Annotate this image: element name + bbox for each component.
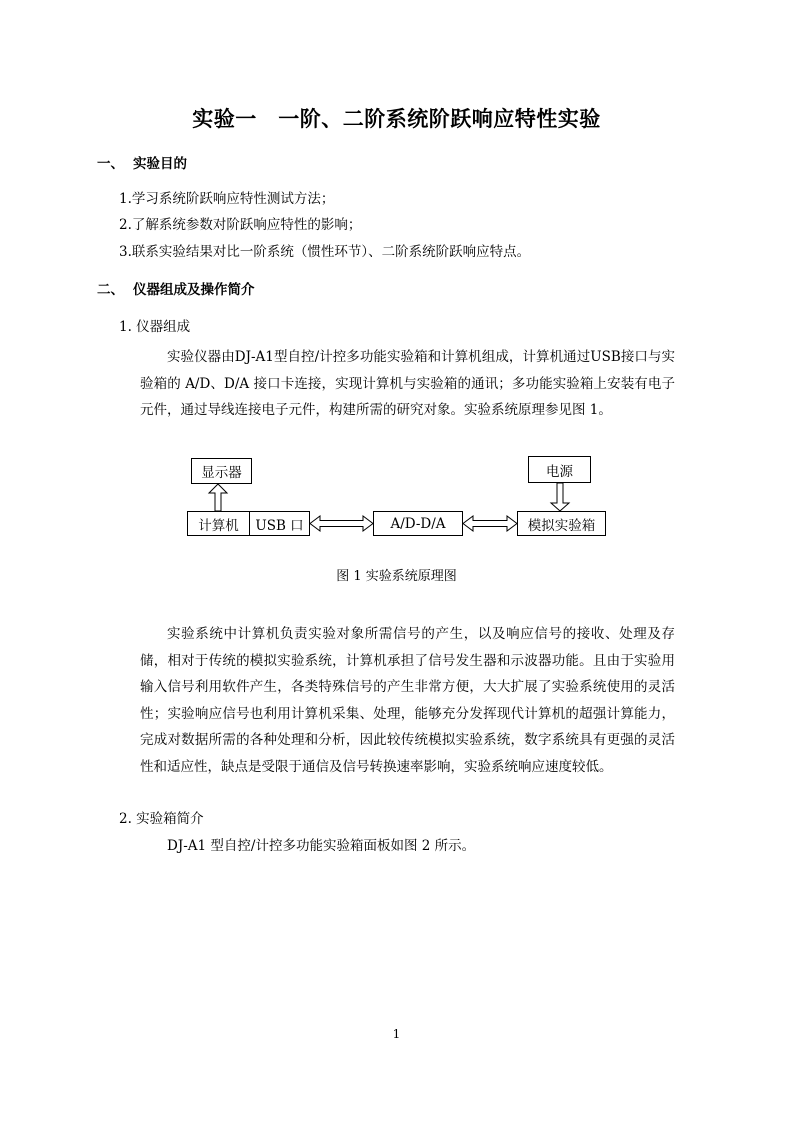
objective-item-1: 1.学习系统阶跃响应特性测试方法；: [119, 191, 335, 207]
arrow-computer-to-display: [209, 484, 227, 511]
subsection-1-heading: 1. 仪器组成: [119, 319, 191, 335]
usb-port-box: USB 口: [249, 511, 310, 536]
section-1-title: 实验目的: [133, 156, 187, 172]
arrow-power-to-box: [551, 483, 569, 511]
objective-item-3: 3.联系实验结果对比一阶系统（惯性环节）、二阶系统阶跃响应特点。: [119, 244, 531, 260]
ad-da-box: A/D-D/A: [373, 511, 463, 536]
paragraph-instrument: 实验仪器由DJ-A1型自控/计控多功能实验箱和计算机组成，计算机通过USB接口与实验箱的 A/D、D/A 接口卡连接，实现计算机与实验箱的通讯；多功能实验箱上安装有电子元件，通过导线连接电子元件，构建所需的研究对象。实验系统原理参见图 1。: [140, 349, 675, 419]
section-1-number: 一、: [97, 156, 124, 172]
subsection-2-heading: 2. 实验箱简介: [119, 811, 204, 827]
computer-box: 计算机: [187, 511, 250, 536]
section-2-number: 二、: [97, 282, 124, 298]
page-title: 实验一 一阶、二阶系统阶跃响应特性实验: [192, 107, 601, 131]
arrow-usb-adda: [310, 516, 373, 531]
page-number: 1: [392, 1027, 401, 1041]
paragraph-panel: DJ-A1 型自控/计控多功能实验箱面板如图 2 所示。: [167, 838, 476, 854]
display-box: 显示器: [191, 458, 252, 484]
figure-1-caption: 图 1 实验系统原理图: [336, 569, 457, 584]
objective-item-2: 2.了解系统参数对阶跃响应特性的影响；: [119, 217, 362, 233]
power-box: 电源: [528, 456, 591, 483]
paragraph-system: 实验系统中计算机负责实验对象所需信号的产生，以及响应信号的接收、处理及存储，相对于传统的模拟实验系统，计算机承担了信号发生器和示波器功能。且由于实验用输入信号利用软件产生，各类特殊信号的产生非常方便，大大扩展了实验系统使用的灵活性；实验响应信号也利用计算机采集、处理，能够充分发挥现代计算机的超强计算能力，完成对数据所需的各种处理和分析，因此较传统模拟实验系统，数字系统具有更强的灵活性和适应性，缺点是受限于通信及信号转换速率影响，实验系统响应速度较低。: [140, 626, 675, 775]
section-2-title: 仪器组成及操作简介: [133, 282, 255, 298]
simulation-box: 模拟实验箱: [517, 511, 606, 536]
arrow-adda-box: [463, 516, 517, 531]
